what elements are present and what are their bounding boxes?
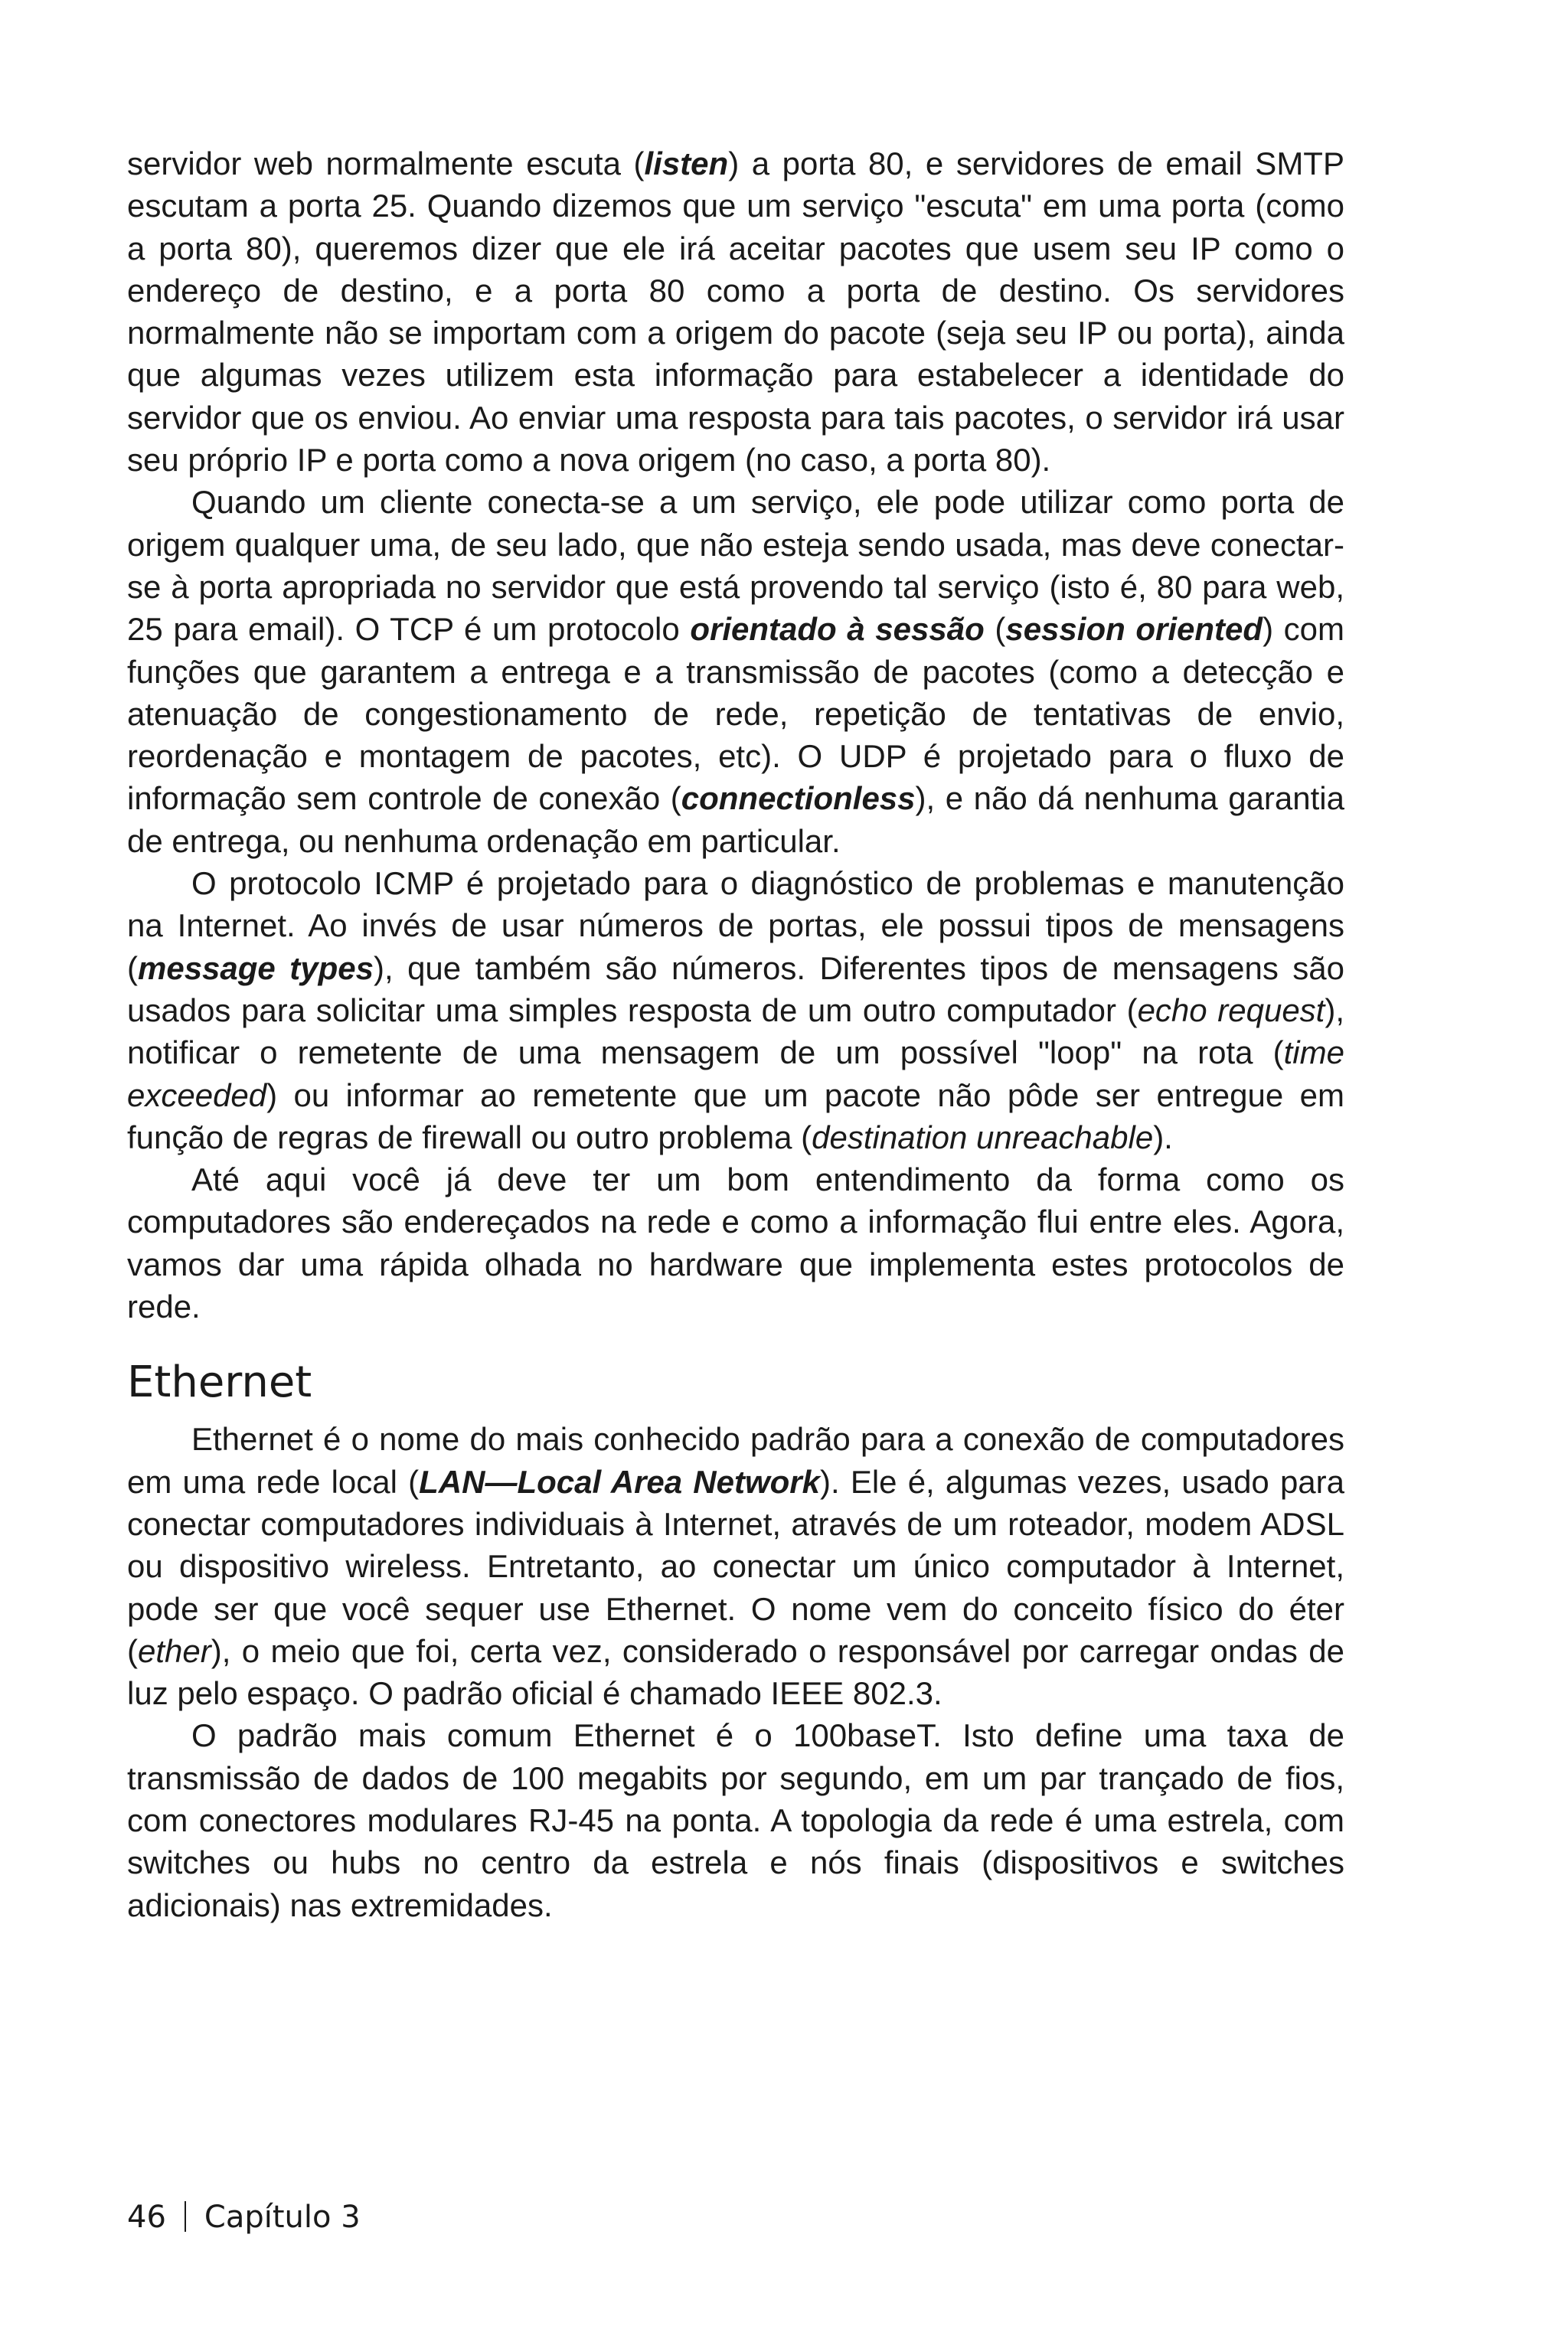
chapter-label: Capítulo 3 [204, 2200, 361, 2235]
text-run: ), e não dá nenhuma garantia de entrega, ou nenhuma ordenação em particular. [127, 780, 1344, 859]
text-run: O padrão mais comum Ethernet é o 100baseT. Isto define uma taxa de transmissão de dados de 100 megabits por segundo, em um par trançado de fios, com conectores modulares RJ-45 na ponta. A topologia da rede é uma estrela, com switches ou hubs no centro da estrela e nós finais (dispositivos e switches adicionais) nas extremidades. [127, 1717, 1344, 1923]
section-paragraphs [127, 1418, 1344, 1926]
page-number: 46 [127, 2200, 166, 2235]
page-footer [127, 2199, 361, 2236]
paragraph-p3 [127, 862, 1344, 1158]
text-run: ) a porta 80, e servidores de email SMTP escutam a porta 25. Quando dizemos que um serviço "escuta" em uma porta (como a porta 80), queremos dizer que ele irá aceitar pacotes que usem seu IP como o endereço de destino, e a porta 80 como a porta de destino. Os servidores normalmente não se importam com a origem do pacote (seja seu IP ou porta), ainda que algumas vezes utilizem esta informação para estabelecer a identidade do servidor que os enviou. Ao enviar uma resposta para tais pacotes, o servidor irá usar seu próprio IP e porta como a nova origem (no caso, a porta 80). [127, 145, 1344, 479]
emphasis-term: echo request [1137, 991, 1325, 1028]
text-run: Quando um cliente conecta-se a um serviço, ele pode utilizar como porta de origem qualquer uma, de seu lado, que não esteja sendo usada, mas deve conectar-se à porta apropriada no servidor que está provendo tal serviço (isto é, 80 para web, 25 para email). O TCP é um protocolo [127, 484, 1344, 648]
text-run: ( [984, 611, 1006, 648]
footer-separator [185, 2201, 186, 2232]
text-run: ). Ele é, algumas vezes, usado para conectar computadores individuais à Internet, através de um roteador, modem ADSL ou dispositivo wireless. Entretanto, ao conectar um único computador à Internet, pode ser que você sequer use Ethernet. O nome vem do conceito físico do éter ( [127, 1463, 1345, 1669]
paragraph-p5 [127, 1418, 1344, 1714]
text-run: Ethernet é o nome do mais conhecido padrão para a conexão de computadores em uma rede local ( [127, 1421, 1344, 1500]
emphasis-term: destination unreachable [812, 1119, 1154, 1155]
text-run: servidor web normalmente escuta ( [127, 145, 645, 181]
emphasis-term: orientado à sessão [690, 611, 985, 648]
paragraph-p6 [127, 1714, 1344, 1926]
page-body [127, 142, 1344, 1926]
text-run: ), o meio que foi, certa vez, considerado o responsável por carregar ondas de luz pelo espaço. O padrão oficial é chamado IEEE 802.3. [127, 1632, 1344, 1712]
text-run: ), que também são números. Diferentes tipos de mensagens são usados para solicitar uma simples resposta de um outro computador ( [127, 949, 1344, 1028]
emphasis-term: message types [138, 949, 374, 986]
emphasis-term: ether [138, 1632, 211, 1669]
emphasis-term: LAN—Local Area Network [419, 1463, 821, 1500]
paragraph-p2 [127, 481, 1344, 862]
text-run: ). [1153, 1119, 1173, 1155]
text-run: Até aqui você já deve ter um bom entendimento da forma como os computadores são endereçados na rede e como a informação flui entre eles. Agora, vamos dar uma rápida olhada no hardware que implementa estes protocolos de rede. [127, 1161, 1344, 1325]
text-run: O protocolo ICMP é projetado para o diagnóstico de problemas e manutenção na Internet. Ao invés de usar números de portas, ele possui tipos de mensagens ( [127, 865, 1344, 986]
intro-paragraphs [127, 142, 1344, 1328]
paragraph-p1 [127, 142, 1344, 481]
emphasis-term: session oriented [1005, 611, 1263, 648]
paragraph-p4 [127, 1158, 1344, 1328]
text-run: ) com funções que garantem a entrega e a transmissão de pacotes (como a detecção e atenuação de congestionamento de rede, repetição de tentativas de envio, reordenação e montagem de pacotes, etc). O UDP é projetado para o fluxo de informação sem controle de conexão ( [127, 611, 1345, 817]
emphasis-term: listen [644, 145, 729, 181]
text-run: ), notificar o remetente de uma mensagem de um possível "loop" na rota ( [127, 991, 1344, 1071]
section-heading: Ethernet [127, 1357, 312, 1408]
text-run: ) ou informar ao remetente que um pacote não pôde ser entregue em função de regras de firewall ou outro problema ( [127, 1076, 1344, 1155]
emphasis-term: connectionless [681, 780, 916, 817]
emphasis-term: time exceeded [127, 1034, 1344, 1113]
